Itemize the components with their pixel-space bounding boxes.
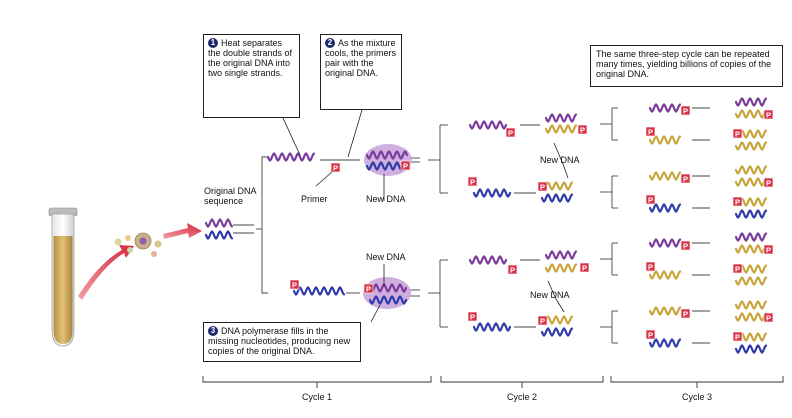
primer-marker-label: P	[365, 284, 372, 294]
summary-text: The same three-step cycle can be repeated many times, yielding billions of copies of the original DNA.	[596, 49, 772, 79]
tube-liquid	[54, 236, 73, 344]
dna-strands	[206, 99, 773, 353]
original-strand-top	[206, 220, 232, 227]
c2-primer-3	[508, 265, 517, 274]
zoom-arrow-2	[163, 223, 202, 239]
primer-marker-label: P	[765, 110, 772, 120]
primer-marker-label: P	[509, 265, 516, 275]
primer-marker-label: P	[291, 280, 298, 290]
c3-single-2	[650, 137, 680, 144]
c3-pair-primer-1	[764, 110, 773, 119]
cycle-2-label: Cycle 2	[506, 392, 537, 402]
branch-lines	[233, 108, 710, 343]
test-tube	[49, 208, 77, 346]
c3-pair-primer-4	[733, 197, 742, 206]
step-number-1: 1	[208, 38, 218, 48]
c3-pair-primer-5	[764, 245, 773, 254]
c2-primer-4	[468, 312, 477, 321]
c2-pair-4b	[542, 329, 572, 336]
primer-marker-label: P	[765, 313, 772, 323]
c3-pair-bottom-1	[736, 111, 766, 118]
c3-pair-bottom-8	[736, 346, 766, 353]
primer-marker-label: P	[647, 262, 654, 272]
c2-pair-4-primer	[538, 316, 547, 325]
c3-pair-bottom-6	[736, 278, 766, 285]
c3-pair-bottom-7	[736, 314, 766, 321]
step-number-2: 2	[325, 38, 335, 48]
c3-pair-primer-3	[764, 178, 773, 187]
c2-strand-4	[474, 324, 510, 331]
callout-step-2	[320, 34, 402, 110]
primer-marker-label: P	[734, 197, 741, 207]
primer-marker-label: P	[647, 330, 654, 340]
cycle-3-label: Cycle 3	[681, 392, 712, 402]
step-number-3: 3	[208, 326, 218, 336]
c3-single-primer-4	[646, 195, 655, 204]
c3-single-6	[650, 272, 680, 279]
primer-marker-label: P	[402, 161, 409, 171]
primer-marker-label: P	[734, 332, 741, 342]
c3-single-3	[650, 173, 680, 180]
cycle-brackets	[203, 376, 783, 388]
primer-marker-label: P	[332, 163, 339, 173]
new-dna-label-cycle2-bottom: New DNA	[530, 290, 570, 300]
primer-marker-label: P	[682, 309, 689, 319]
c3-pair-bottom-2	[736, 143, 766, 150]
c3-pair-primer-8	[733, 332, 742, 341]
c2-strand-3	[470, 257, 506, 264]
c1-bottom-primer	[290, 280, 299, 289]
primer-marker-label: P	[539, 316, 546, 326]
primer-marker-label: P	[579, 125, 586, 135]
primer-marker-label: P	[734, 264, 741, 274]
c2-pair-1-primer	[578, 125, 587, 134]
c3-pair-top-7	[736, 302, 766, 309]
callout-step-3	[203, 322, 361, 362]
primer-marker-label: P	[682, 241, 689, 251]
callout-summary	[590, 45, 783, 87]
c3-single-primer-6	[646, 262, 655, 271]
original-dna-label: Original DNA sequence	[204, 186, 257, 206]
primer-marker-label: P	[507, 128, 514, 138]
c3-pair-top-1	[736, 99, 766, 106]
primer-marker-label: P	[469, 312, 476, 322]
c3-single-4	[650, 205, 680, 212]
c3-pair-top-5	[736, 234, 766, 241]
step-1-text: Heat separates the double strands of the original DNA into two single strands.	[208, 38, 293, 78]
new-dna-label-cycle2-top: New DNA	[540, 155, 580, 165]
c2-primer-2	[468, 177, 477, 186]
callout-step-1	[203, 34, 300, 118]
primer-marker-label: P	[647, 127, 654, 137]
c3-pair-primer-2	[733, 129, 742, 138]
primer-label: Primer	[301, 194, 328, 204]
c3-pair-bottom-5	[736, 246, 766, 253]
c3-single-8	[650, 340, 680, 347]
new-dna-label-cycle1-top: New DNA	[366, 194, 406, 204]
primer-marker-label: P	[682, 106, 689, 116]
c3-single-primer-7	[681, 309, 690, 318]
primer-marker-label: P	[765, 178, 772, 188]
c2-pair-2b	[542, 195, 572, 202]
primer-marker-label: P	[647, 195, 654, 205]
c3-single-primer-2	[646, 127, 655, 136]
c3-single-primer-8	[646, 330, 655, 339]
c3-pair-primer-6	[733, 264, 742, 273]
c3-pair-top-3	[736, 167, 766, 174]
c3-single-primer-1	[681, 106, 690, 115]
c1-top-pair-primer	[401, 161, 410, 170]
c1-top-original	[268, 154, 314, 161]
c2-pair-1b	[546, 126, 576, 133]
c2-pair-3a	[546, 252, 576, 259]
c3-single-1	[650, 105, 680, 112]
c2-strand-1	[470, 122, 506, 129]
c3-single-7	[650, 308, 680, 315]
c2-strand-2	[474, 190, 510, 197]
cycle-1-label: Cycle 1	[301, 392, 332, 402]
polymerase-blob-top	[364, 144, 412, 176]
c1-bottom-pair-primer	[364, 284, 373, 293]
primer-marker-label: P	[682, 174, 689, 184]
primer-marker-label: P	[734, 129, 741, 139]
c1-top-primer	[331, 163, 340, 172]
c2-pair-3-primer	[580, 263, 589, 272]
c2-pair-1a	[546, 115, 576, 122]
c2-pair-2-primer	[538, 182, 547, 191]
new-dna-label-cycle1-bottom: New DNA	[366, 252, 406, 262]
c3-single-primer-5	[681, 241, 690, 250]
primer-marker-label: P	[469, 177, 476, 187]
c2-primer-1	[506, 128, 515, 137]
zoom-arrow-1	[78, 245, 134, 300]
c3-single-5	[650, 240, 680, 247]
c3-pair-bottom-3	[736, 179, 766, 186]
step-3-text: DNA polymerase fills in the missing nucleotides, producing new copies of the original DNA.	[208, 326, 351, 356]
c3-pair-primer-7	[764, 313, 773, 322]
c3-single-primer-3	[681, 174, 690, 183]
c1-bottom-original	[294, 288, 344, 295]
primer-marker-label: P	[765, 245, 772, 255]
primer-marker-label: P	[581, 263, 588, 273]
primer-marker-label: P	[539, 182, 546, 192]
c2-pair-3b	[546, 265, 576, 272]
step-2-text: As the mixture cools, the primers pair with the original DNA.	[325, 38, 397, 78]
original-strand-bottom	[206, 232, 232, 239]
c3-pair-bottom-4	[736, 211, 766, 218]
